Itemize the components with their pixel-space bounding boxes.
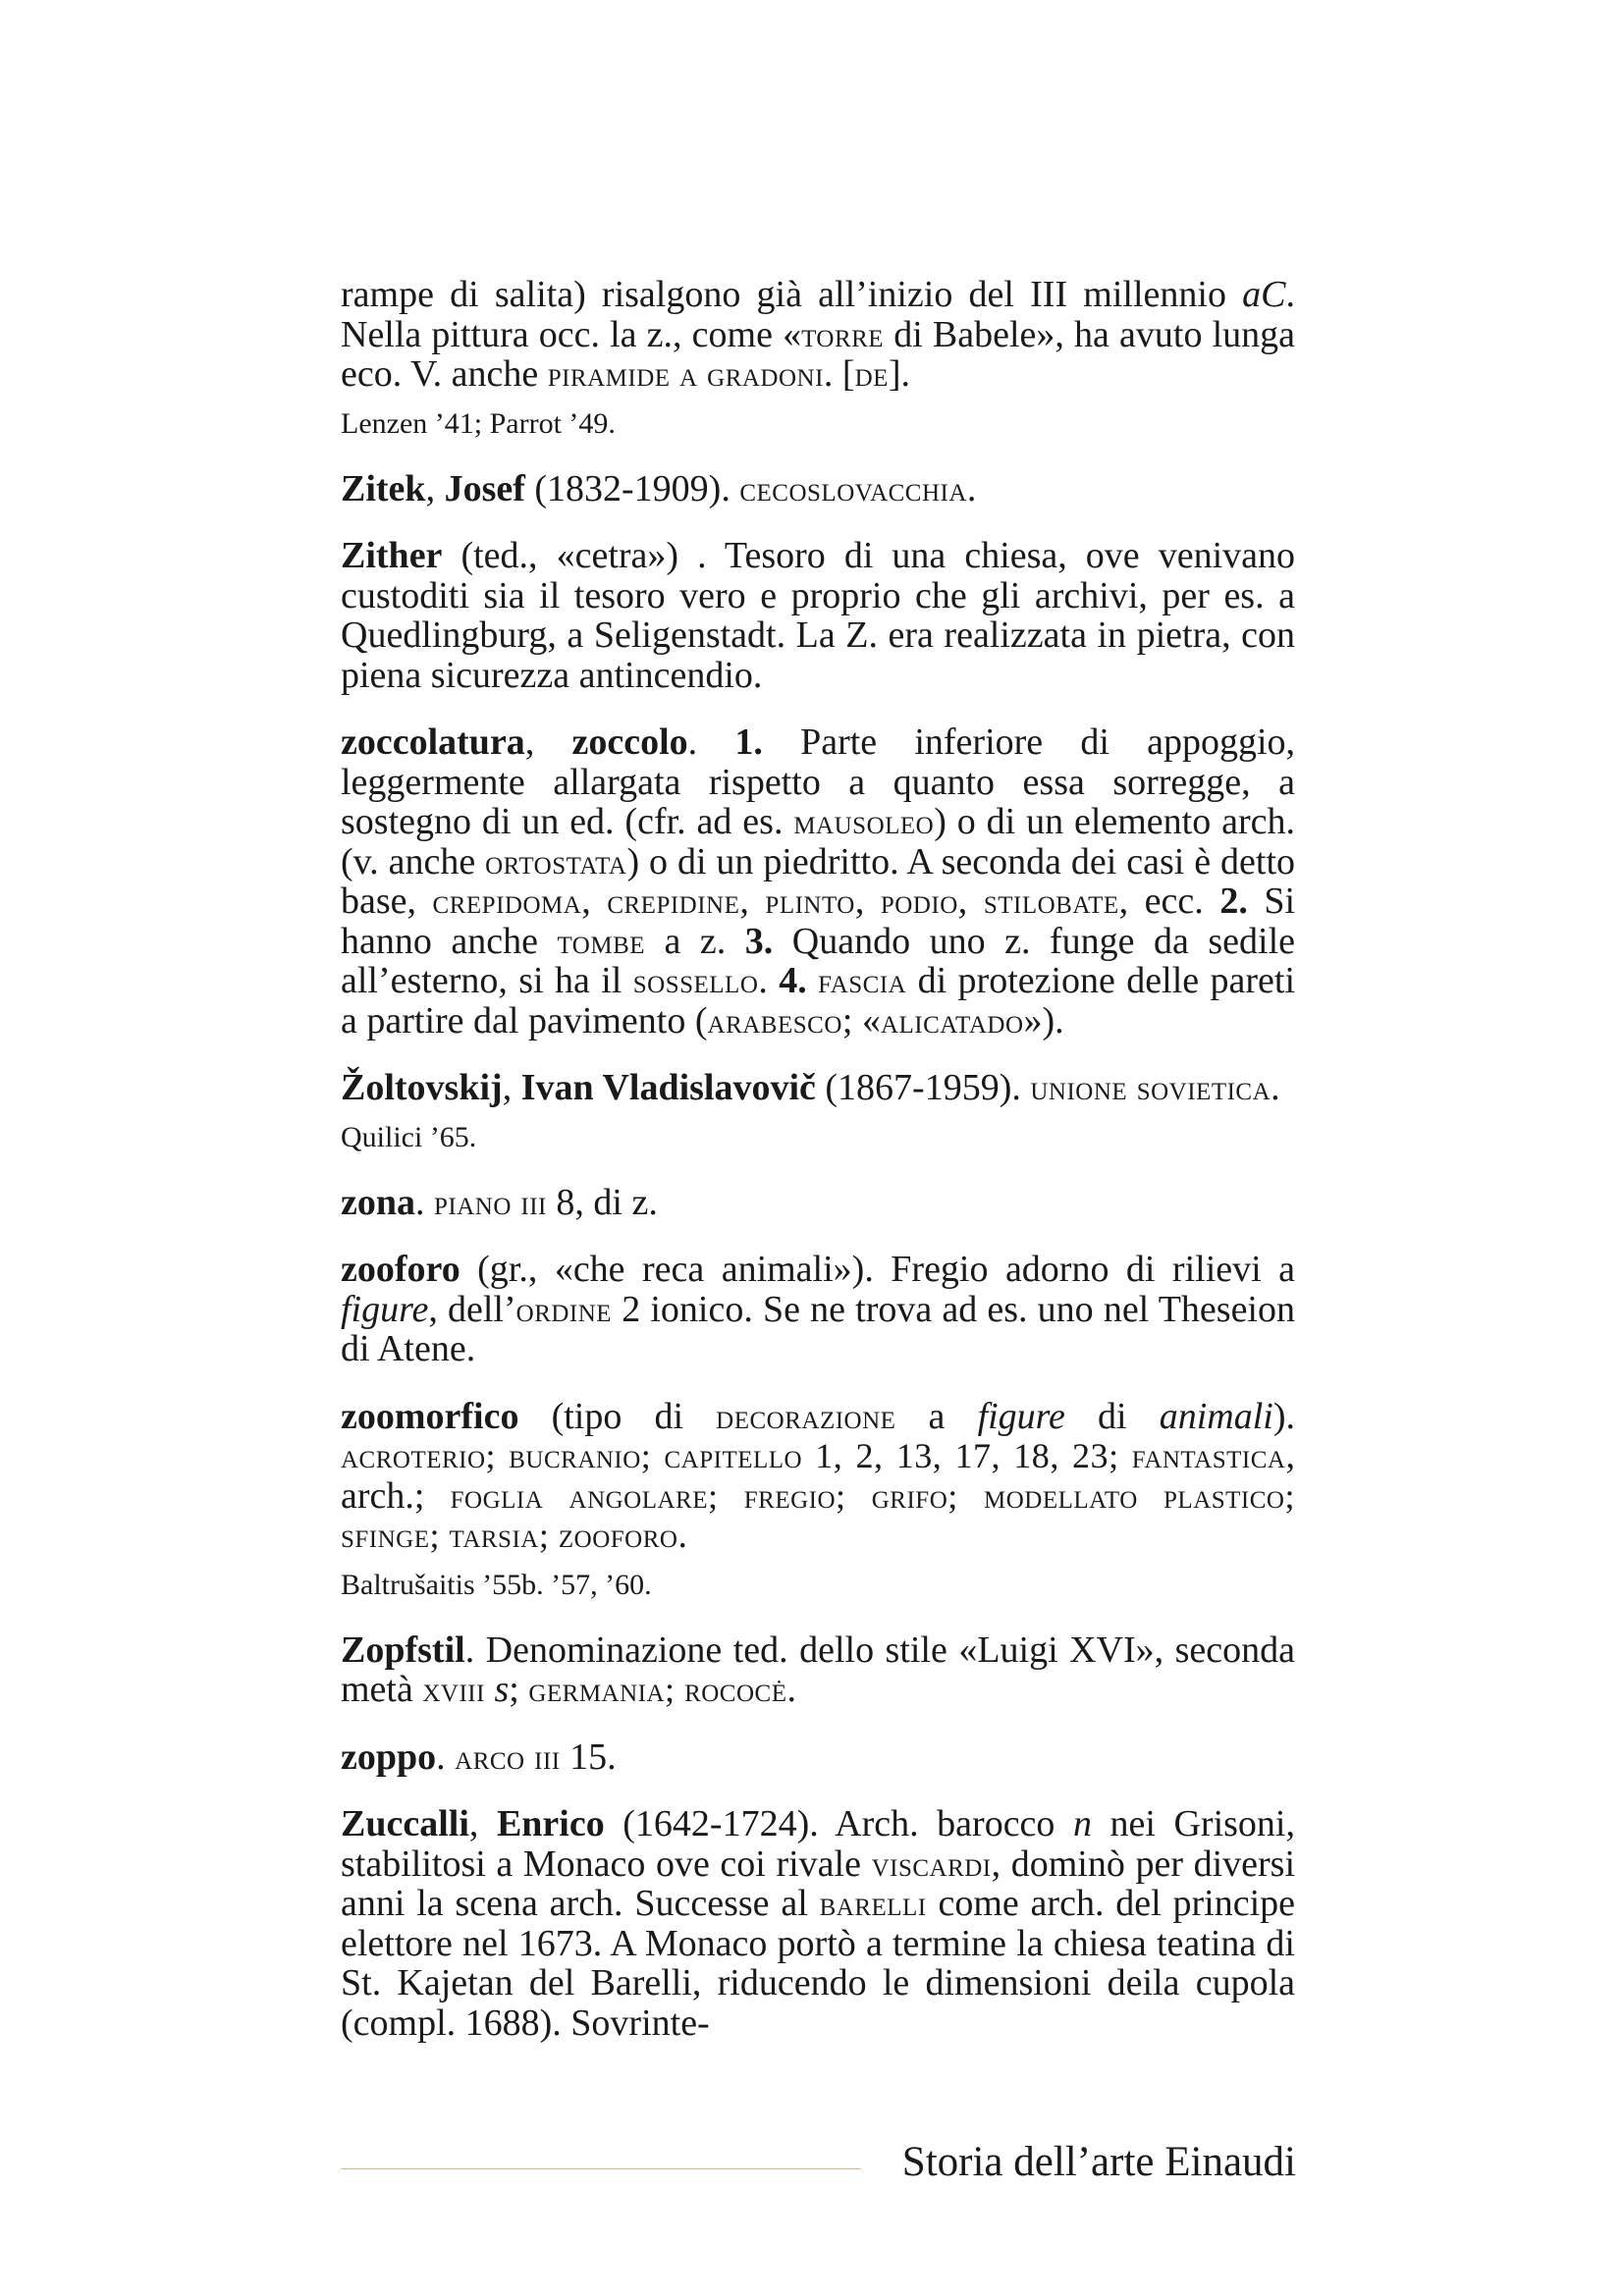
entry-headword: Zopfstil xyxy=(341,1629,465,1671)
entry-headword: zona xyxy=(341,1181,415,1223)
entry-zopfstil xyxy=(341,1630,1295,1710)
bibliography: Lenzen ’41; Parrot ’49. xyxy=(341,406,616,440)
entry-zitek xyxy=(341,469,1295,509)
entry-text: zoppo. arco iii 15. xyxy=(341,1735,617,1778)
entry-text: Žoltovskij, Ivan Vladislavovič (1867-1959). unione sovietica. xyxy=(341,1067,1280,1108)
entry-zoppo xyxy=(341,1737,1295,1778)
entry-headword: Zitek xyxy=(341,467,426,509)
entry-headword: zooforo xyxy=(341,1249,460,1290)
entry-headword: Zither xyxy=(341,535,443,576)
continuation-text: rampe di salita) risalgono già all’inizio del III millennio aC. Nella pittura occ. la z., come «torre di Babele», ha avuto lunga eco. V. anche piramide a gradoni. [de]. xyxy=(341,274,1295,395)
bibliography: Quilici ’65. xyxy=(341,1120,477,1153)
entry-headword: zoomorfico xyxy=(341,1395,519,1437)
entry-headword: zoppo xyxy=(341,1735,437,1778)
entry-zona xyxy=(341,1183,1295,1223)
entry-text: zona. piano iii 8, di z. xyxy=(341,1181,658,1223)
entry-headword: Zuccalli xyxy=(341,1803,469,1844)
entry-text: zoomorfico (tipo di decorazione a figure di animali). acroterio; bucranio; capitello 1, 2, 13, 17, 18, 23; fantastica, arch.; foglia angolare; fregio; grifo; modellato plastico; sfinge; tarsia; zooforo. xyxy=(341,1395,1296,1556)
page-body xyxy=(341,275,1295,2043)
entry-text: Zopfstil. Denominazione ted. dello stile «Luigi XVI», seconda metà xviii s; germania; rococė. xyxy=(341,1629,1295,1710)
footer-rule xyxy=(341,2168,861,2169)
entry-text: Zitek, Josef (1832-1909). cecoslovacchia. xyxy=(341,467,977,509)
entry-zuccalli xyxy=(341,1804,1295,2043)
entry-zoccolatura xyxy=(341,722,1295,1041)
entry-zither xyxy=(341,536,1295,695)
footer-title: Storia dell’arte Einaudi xyxy=(901,2139,1296,2185)
entry-zooforo xyxy=(341,1250,1295,1369)
entry-text: Zither (ted., «cetra») . Tesoro di una chiesa, ove venivano custoditi sia il tesoro vero e proprio che gli archivi, per es. a Quedlingburg, a Seligenstadt. La Z. era realizzata in pietra, con piena sicurezza antincendio. xyxy=(341,535,1295,696)
entry-text: zooforo (gr., «che reca animali»). Fregio adorno di rilievi a figure, dell’ordine 2 ionico. Se ne trova ad es. uno nel Theseion di Atene. xyxy=(341,1249,1295,1369)
entry-headword: zoccolatura xyxy=(341,721,525,763)
entry-continuation xyxy=(341,275,1295,442)
entry-text: zoccolatura, zoccolo. 1. Parte inferiore di appoggio, leggermente allargata rispetto a quanto essa sorregge, a sostegno di un ed. (cfr. ad es. mausoleo) o di un elemento arch. (v. anche ortostata) o di un piedritto. A seconda dei casi è detto base, crepidoma, crepidine, plinto, podio, stilobate, ecc. 2. Si hanno anche tombe a z. 3. Quando uno z. funge da sedile all’esterno, si ha il sossello. 4. fascia di protezione delle pareti a partire dal pavimento (arabesco; «alicatado»). xyxy=(341,721,1296,1041)
entry-headword: Žoltovskij xyxy=(341,1067,503,1108)
entry-zoltovskij xyxy=(341,1068,1295,1155)
entry-zoomorfico xyxy=(341,1397,1295,1603)
bibliography: Baltrušaitis ’55b. ’57, ’60. xyxy=(341,1568,652,1601)
entry-text: Zuccalli, Enrico (1642-1724). Arch. barocco n nei Grisoni, stabilitosi a Monaco ove coi rivale viscardi, dominò per diversi anni la scena arch. Successe al barelli come arch. del principe elettore nel 1673. A Monaco portò a termine la chiesa teatina di St. Kajetan del Barelli, riducendo le dimensioni deila cupola (compl. 1688). Sovrinte- xyxy=(341,1803,1295,2044)
